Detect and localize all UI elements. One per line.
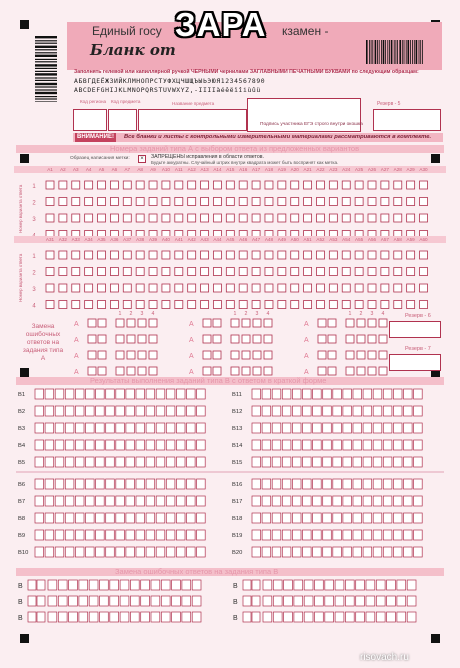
replace-a-letter: А — [74, 321, 79, 328]
replace-a-column-header: 2 — [359, 311, 363, 317]
reserve-7-label: Резерв - 7 — [405, 346, 431, 352]
section-a-title: Номера заданий типа А с выбором ответа из предложенных вариантов — [110, 144, 360, 153]
a-column-header: A53 — [329, 237, 338, 242]
form-title-script: Бланк от — [90, 41, 176, 59]
replace-b-number-box[interactable] — [252, 596, 260, 606]
a-column-header: A41 — [174, 237, 183, 242]
a-column-header: A35 — [97, 237, 106, 242]
replace-b-answer-box[interactable] — [58, 596, 67, 606]
replace-a-column-header: 1 — [118, 311, 122, 317]
replace-a-letter: А — [189, 353, 194, 360]
a-column-header: A50 — [290, 237, 299, 242]
attention-text: Все бланки и листы с контрольными измерительными материалами рассматриваются в комплекте. — [124, 134, 432, 140]
replace-a-column-header: 4 — [381, 311, 385, 317]
replace-b-answer-box[interactable] — [141, 612, 150, 622]
a-column-header: A19 — [277, 167, 286, 172]
replace-b-answer-box[interactable] — [325, 596, 334, 606]
replace-b-answer-box[interactable] — [294, 612, 303, 622]
replace-b-answer-box[interactable] — [304, 596, 313, 606]
replace-a-letter: А — [304, 353, 309, 360]
sample-letters-latin: ABCDEFGHIJKLMNOPQRSTUVWXYZ,-IIIIàéêëïîiùûü — [74, 86, 261, 94]
replace-b-letter: В — [18, 615, 23, 622]
a-column-header: A49 — [277, 237, 286, 242]
a-column-header: A3 — [72, 167, 79, 172]
a-column-header: A17 — [251, 167, 261, 172]
a-column-header: A28 — [393, 167, 402, 172]
a-column-header: A16 — [239, 167, 248, 172]
a-column-header: A11 — [174, 167, 183, 172]
replace-b-answer-box[interactable] — [407, 612, 416, 622]
replace-b-number-box[interactable] — [243, 580, 251, 590]
replace-b-answer-box[interactable] — [387, 580, 396, 590]
replace-b-answer-box[interactable] — [172, 596, 181, 606]
a-row-label: 3 — [32, 287, 36, 293]
a-column-header: A47 — [251, 237, 261, 242]
replace-b-answer-box[interactable] — [110, 580, 119, 590]
replace-b-answer-box[interactable] — [100, 596, 109, 606]
replace-a-letter: А — [189, 321, 194, 328]
a-column-header: A34 — [84, 237, 93, 242]
b-row-label: B14 — [232, 443, 243, 449]
a-column-header: A4 — [85, 167, 92, 172]
a-column-header: A18 — [264, 167, 274, 172]
replace-b-answer-box[interactable] — [284, 580, 293, 590]
a-column-header: A44 — [213, 237, 222, 242]
replace-b-answer-box[interactable] — [356, 596, 365, 606]
replace-b-letter: В — [233, 615, 238, 622]
a-column-header: A36 — [110, 237, 119, 242]
b-row-label: B15 — [232, 460, 243, 466]
subject-code-label: Код предмета — [111, 99, 141, 104]
a-column-header: A30 — [419, 167, 428, 172]
replace-b-answer-box[interactable] — [120, 580, 129, 590]
replace-b-answer-box[interactable] — [58, 580, 67, 590]
replace-b-answer-box[interactable] — [273, 612, 282, 622]
replace-b-answer-box[interactable] — [366, 580, 375, 590]
replace-b-answer-box[interactable] — [335, 596, 344, 606]
replace-b-answer-box[interactable] — [376, 612, 385, 622]
b-row-label: B17 — [232, 499, 243, 505]
replace-b-answer-box[interactable] — [161, 580, 170, 590]
replace-a-column-header: 2 — [129, 311, 133, 317]
replace-b-answer-box[interactable] — [284, 612, 293, 622]
replace-b-answer-box[interactable] — [182, 596, 191, 606]
b-row-label: B12 — [232, 409, 243, 415]
replace-b-number-box[interactable] — [37, 596, 45, 606]
region-code-label: Код региона — [80, 99, 107, 104]
replace-b-answer-box[interactable] — [294, 596, 303, 606]
replace-b-answer-box[interactable] — [376, 596, 385, 606]
replace-b-answer-box[interactable] — [345, 580, 354, 590]
replace-a-column-header: 1 — [233, 311, 237, 317]
replace-b-answer-box[interactable] — [79, 612, 88, 622]
replace-b-answer-box[interactable] — [397, 612, 406, 622]
replace-b-number-box[interactable] — [28, 596, 36, 606]
replace-b-answer-box[interactable] — [315, 596, 324, 606]
meme-caption: ЗАРА — [175, 6, 267, 43]
replace-b-answer-box[interactable] — [48, 596, 57, 606]
signature-label: Подпись участника ЕГЭ строго внутри окошка — [260, 122, 363, 127]
watermark: risovach.ru — [360, 652, 409, 663]
replace-b-answer-box[interactable] — [387, 612, 396, 622]
replace-b-answer-box[interactable] — [345, 612, 354, 622]
replace-b-answer-box[interactable] — [48, 612, 57, 622]
replace-b-answer-box[interactable] — [325, 580, 334, 590]
a-column-header: A56 — [367, 237, 377, 242]
replace-b-answer-box[interactable] — [304, 612, 313, 622]
replace-b-answer-box[interactable] — [325, 612, 334, 622]
a-column-header: A52 — [316, 237, 325, 242]
a-column-header: A51 — [303, 237, 312, 242]
replace-a-label: Замена ошибочных ответов на задания типа А — [22, 323, 64, 362]
a-column-header: A38 — [136, 237, 145, 242]
b-row-label: B3 — [18, 426, 26, 432]
a-column-header: A7 — [124, 167, 131, 172]
a-column-header: A5 — [98, 167, 105, 172]
a-column-header: A9 — [150, 167, 156, 172]
replace-a-column-header: 3 — [140, 311, 144, 317]
a-column-header: A55 — [355, 237, 364, 242]
replace-b-number-box[interactable] — [243, 612, 251, 622]
replace-b-number-box[interactable] — [37, 580, 45, 590]
replace-a-column-header: 3 — [255, 311, 259, 317]
a-column-header: A39 — [148, 237, 158, 242]
a-column-header: A29 — [406, 167, 415, 172]
a-column-header: A59 — [406, 237, 415, 242]
replace-b-answer-box[interactable] — [387, 596, 396, 606]
replace-b-answer-box[interactable] — [182, 612, 191, 622]
replace-b-answer-box[interactable] — [407, 596, 416, 606]
replace-b-number-box[interactable] — [243, 596, 251, 606]
replace-b-answer-box[interactable] — [284, 596, 293, 606]
b-row-label: B20 — [232, 550, 243, 556]
reserve-6-label: Резерв - 6 — [405, 313, 431, 319]
replace-a-column-header: 4 — [151, 311, 155, 317]
replace-b-answer-box[interactable] — [192, 580, 201, 590]
replace-b-answer-box[interactable] — [79, 580, 88, 590]
replace-b-answer-box[interactable] — [304, 580, 313, 590]
a-column-header: A43 — [200, 237, 209, 242]
sample-letters-cyrillic: АБВГДЕЁЖЗИЙКЛМНОПРСТУФХЦЧШЩЪЫЬЭЮЯ1234567890 — [74, 77, 266, 85]
replace-b-answer-box[interactable] — [58, 612, 67, 622]
replace-b-answer-box[interactable] — [69, 612, 78, 622]
section-b-title: Результаты выполнения заданий типа В с ответом в краткой форме — [90, 376, 327, 385]
forbidden-text: ЗАПРЕЩЕНЫ исправления в области ответов. — [151, 154, 264, 160]
a-column-header: A32 — [58, 237, 67, 242]
replace-b-answer-box[interactable] — [48, 580, 57, 590]
replace-b-answer-box[interactable] — [263, 596, 272, 606]
replace-b-answer-box[interactable] — [100, 580, 109, 590]
replace-a-letter: А — [304, 337, 309, 344]
answer-variant-label-1: Номер варианта ответа — [18, 184, 23, 233]
replace-b-answer-box[interactable] — [172, 580, 181, 590]
replace-b-answer-box[interactable] — [110, 612, 119, 622]
a-column-header: A37 — [123, 237, 132, 242]
replace-b-answer-box[interactable] — [182, 580, 191, 590]
replace-b-letter: В — [18, 599, 23, 606]
a-column-header: A24 — [342, 167, 351, 172]
b-row-label: B10 — [18, 550, 29, 556]
attention-label: ВНИМАНИЕ! — [77, 134, 114, 140]
b-row-label: B7 — [18, 499, 26, 505]
a-column-header: A15 — [226, 167, 235, 172]
a-column-header: A14 — [213, 167, 222, 172]
replace-b-answer-box[interactable] — [151, 596, 160, 606]
replace-a-letter: А — [304, 369, 309, 376]
replace-b-answer-box[interactable] — [79, 596, 88, 606]
replace-b-answer-box[interactable] — [130, 596, 139, 606]
b-row-label: B19 — [232, 533, 243, 539]
replace-b-answer-box[interactable] — [397, 596, 406, 606]
a-column-header: A13 — [200, 167, 209, 172]
replace-b-answer-box[interactable] — [172, 612, 181, 622]
a-column-header: A46 — [239, 237, 248, 242]
replace-b-answer-box[interactable] — [69, 596, 78, 606]
a-row-label: 2 — [32, 200, 36, 207]
replace-b-answer-box[interactable] — [130, 612, 139, 622]
a-column-header: A23 — [329, 167, 338, 172]
b-row-label: B9 — [18, 533, 26, 539]
replace-b-number-box[interactable] — [37, 612, 45, 622]
replace-a-column-header: 4 — [266, 311, 270, 317]
replace-b-answer-box[interactable] — [356, 580, 365, 590]
b-row-label: B11 — [232, 392, 242, 398]
a-row-label: 1 — [32, 254, 36, 260]
replace-a-column-header: 2 — [244, 311, 248, 317]
replace-a-column-header: 3 — [370, 311, 374, 317]
replace-b-answer-box[interactable] — [89, 612, 98, 622]
a-column-header: A26 — [367, 167, 377, 172]
replace-b-answer-box[interactable] — [151, 580, 160, 590]
a-column-header: A45 — [226, 237, 235, 242]
answer-variant-label-2: Номер варианта ответа — [18, 253, 23, 302]
b-row-label: B8 — [18, 516, 26, 522]
b-row-label: B1 — [18, 392, 26, 398]
b-row-label: B18 — [232, 516, 243, 522]
replace-b-answer-box[interactable] — [263, 580, 272, 590]
instructions: Заполнять гелевой или капиллярной ручкой ЧЕРНЫМИ чернилами ЗАГЛАВНЫМИ ПЕЧАТНЫМИ БУКВАМИ по следующим образцам: — [74, 69, 419, 75]
replace-b-answer-box[interactable] — [89, 596, 98, 606]
replace-b-answer-box[interactable] — [130, 580, 139, 590]
a-column-header: A8 — [137, 167, 143, 172]
replace-a-column-header: 1 — [348, 311, 352, 317]
a-column-header: A33 — [71, 237, 80, 242]
replace-b-answer-box[interactable] — [345, 596, 354, 606]
replace-b-answer-box[interactable] — [273, 580, 282, 590]
replace-b-answer-box[interactable] — [120, 596, 129, 606]
replace-b-answer-box[interactable] — [315, 612, 324, 622]
replace-b-title: Замена ошибочных ответов на задания типа В — [115, 567, 279, 576]
a-column-header: A57 — [380, 237, 389, 242]
replace-b-letter: В — [233, 583, 238, 590]
a-row-label: 1 — [32, 184, 36, 190]
replace-b-answer-box[interactable] — [161, 596, 170, 606]
a-row-label: 4 — [32, 303, 36, 310]
replace-b-answer-box[interactable] — [335, 580, 344, 590]
sample-mark-box: × — [138, 155, 146, 163]
replace-b-answer-box[interactable] — [376, 580, 385, 590]
b-row-label: B13 — [232, 426, 243, 432]
a-column-header: A12 — [187, 167, 196, 172]
replace-b-answer-box[interactable] — [100, 612, 109, 622]
a-column-header: A48 — [264, 237, 274, 242]
replace-a-letter: А — [74, 337, 79, 344]
replace-b-answer-box[interactable] — [407, 580, 416, 590]
b-row-label: B2 — [18, 409, 26, 415]
a-column-header: A58 — [393, 237, 402, 242]
replace-b-answer-box[interactable] — [141, 580, 150, 590]
replace-a-letter: А — [74, 353, 79, 360]
b-row-label: B6 — [18, 482, 26, 488]
a-column-header: A60 — [419, 237, 428, 242]
a-column-header: A31 — [45, 237, 55, 242]
replace-b-number-box[interactable] — [252, 580, 260, 590]
replace-b-answer-box[interactable] — [141, 596, 150, 606]
a-column-header: A20 — [290, 167, 299, 172]
replace-b-answer-box[interactable] — [89, 580, 98, 590]
a-row-label: 2 — [32, 270, 36, 277]
form-title-top: Единый госу — [92, 24, 162, 38]
b-row-label: B4 — [18, 443, 26, 449]
b-row-label: B5 — [18, 460, 26, 466]
b-row-label: B16 — [232, 482, 243, 488]
replace-b-number-box[interactable] — [28, 580, 36, 590]
subject-name-label: Название предмета — [172, 101, 215, 106]
replace-b-answer-box[interactable] — [366, 612, 375, 622]
a-column-header: A27 — [380, 167, 389, 172]
form-title-tail: кзамен - — [282, 24, 329, 38]
a-column-header: A40 — [161, 237, 171, 242]
a-row-label: 3 — [32, 217, 36, 223]
replace-b-letter: В — [18, 583, 23, 590]
a-column-header: A1 — [47, 167, 53, 172]
a-column-header: A21 — [303, 167, 312, 172]
replace-b-answer-box[interactable] — [69, 580, 78, 590]
replace-b-answer-box[interactable] — [151, 612, 160, 622]
a-column-header: A25 — [355, 167, 364, 172]
replace-b-answer-box[interactable] — [192, 596, 201, 606]
reserve-5-label: Резерв - 5 — [377, 101, 401, 107]
replace-a-letter: А — [304, 321, 309, 328]
replace-b-answer-box[interactable] — [263, 612, 272, 622]
a-column-header: A2 — [60, 167, 66, 172]
a-column-header: A22 — [316, 167, 325, 172]
replace-b-number-box[interactable] — [252, 612, 260, 622]
replace-b-answer-box[interactable] — [366, 596, 375, 606]
a-column-header: A10 — [161, 167, 171, 172]
replace-b-answer-box[interactable] — [315, 580, 324, 590]
sample-mark-label: Образец написания метки: — [70, 156, 130, 161]
replace-b-answer-box[interactable] — [356, 612, 365, 622]
replace-a-letter: А — [74, 369, 79, 376]
a-column-header: A6 — [111, 167, 118, 172]
a-column-header: A54 — [342, 237, 351, 242]
replace-b-answer-box[interactable] — [335, 612, 344, 622]
replace-a-letter: А — [189, 337, 194, 344]
replace-b-answer-box[interactable] — [273, 596, 282, 606]
replace-b-answer-box[interactable] — [120, 612, 129, 622]
replace-b-answer-box[interactable] — [110, 596, 119, 606]
replace-b-answer-box[interactable] — [161, 612, 170, 622]
replace-b-number-box[interactable] — [28, 612, 36, 622]
replace-a-letter: А — [189, 369, 194, 376]
replace-b-answer-box[interactable] — [192, 612, 201, 622]
replace-b-answer-box[interactable] — [397, 580, 406, 590]
replace-b-letter: В — [233, 599, 238, 606]
replace-b-answer-box[interactable] — [294, 580, 303, 590]
a-column-header: A42 — [187, 237, 196, 242]
forbidden-note: Будьте аккуратны. Случайный штрих внутри квадрата может быть воспринят как метка. — [151, 160, 339, 165]
